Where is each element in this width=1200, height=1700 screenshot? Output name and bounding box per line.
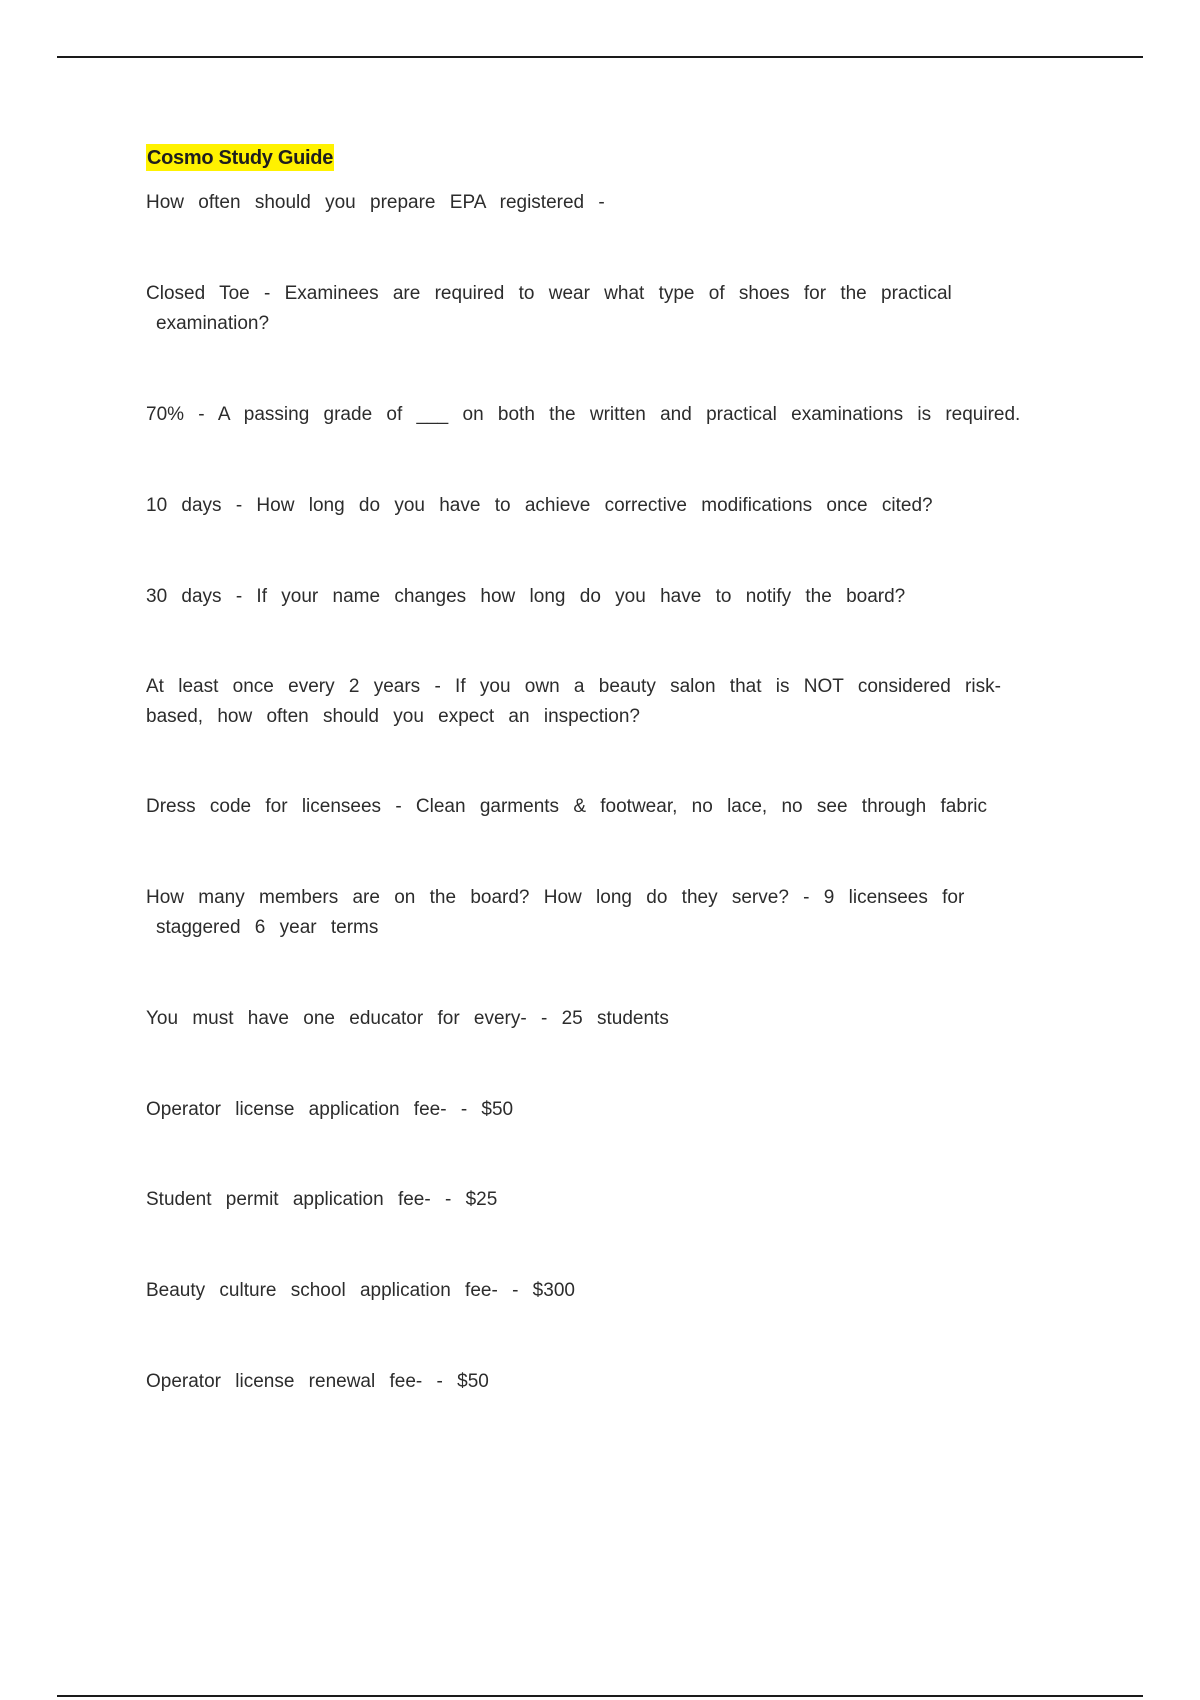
qa-item-4 [146, 491, 1086, 521]
qa-item-text: 70% - A passing grade of ___ on both the written and practical examinations is required. [146, 404, 1021, 425]
qa-item-text: Operator license renewal fee- - $50 [146, 1371, 489, 1392]
document-title: Cosmo Study Guide [146, 144, 334, 171]
qa-item-11 [146, 1185, 1086, 1215]
qa-item-text: How many members are on the board? How long do they serve? - 9 licensees for [146, 887, 965, 908]
qa-item-text-continued: examination? [156, 313, 270, 334]
qa-item-10 [146, 1095, 1086, 1125]
qa-item-text-continued: based, how often should you expect an inspection? [146, 706, 640, 727]
qa-item-2 [146, 279, 1086, 339]
qa-item-text-continued: staggered 6 year terms [156, 917, 379, 938]
qa-item-5 [146, 582, 1086, 612]
qa-item-text: You must have one educator for every- - 25 students [146, 1008, 669, 1029]
qa-item-text: Beauty culture school application fee- - $300 [146, 1280, 575, 1301]
qa-item-9 [146, 1004, 1086, 1034]
qa-item-text: At least once every 2 years - If you own a beauty salon that is NOT considered risk- [146, 676, 1001, 697]
qa-item-12 [146, 1276, 1086, 1306]
qa-item-1 [146, 188, 1086, 218]
qa-item-7 [146, 792, 1086, 822]
qa-item-text: How often should you prepare EPA registered - [146, 192, 605, 213]
header-rule [57, 56, 1143, 58]
document-body [146, 144, 1086, 1392]
qa-item-13 [146, 1367, 1086, 1397]
qa-item-text: Student permit application fee- - $25 [146, 1189, 498, 1210]
qa-item-3 [146, 400, 1086, 430]
qa-item-text: Operator license application fee- - $50 [146, 1099, 514, 1120]
qa-item-6 [146, 672, 1086, 732]
qa-item-text: 30 days - If your name changes how long do you have to notify the board? [146, 586, 906, 607]
qa-item-text: Dress code for licensees - Clean garments & footwear, no lace, no see through fabric [146, 796, 987, 817]
qa-item-text: Closed Toe - Examinees are required to wear what type of shoes for the practical [146, 283, 952, 304]
footer-rule [57, 1695, 1143, 1697]
qa-item-8 [146, 883, 1086, 943]
qa-item-text: 10 days - How long do you have to achieve corrective modifications once cited? [146, 495, 933, 516]
